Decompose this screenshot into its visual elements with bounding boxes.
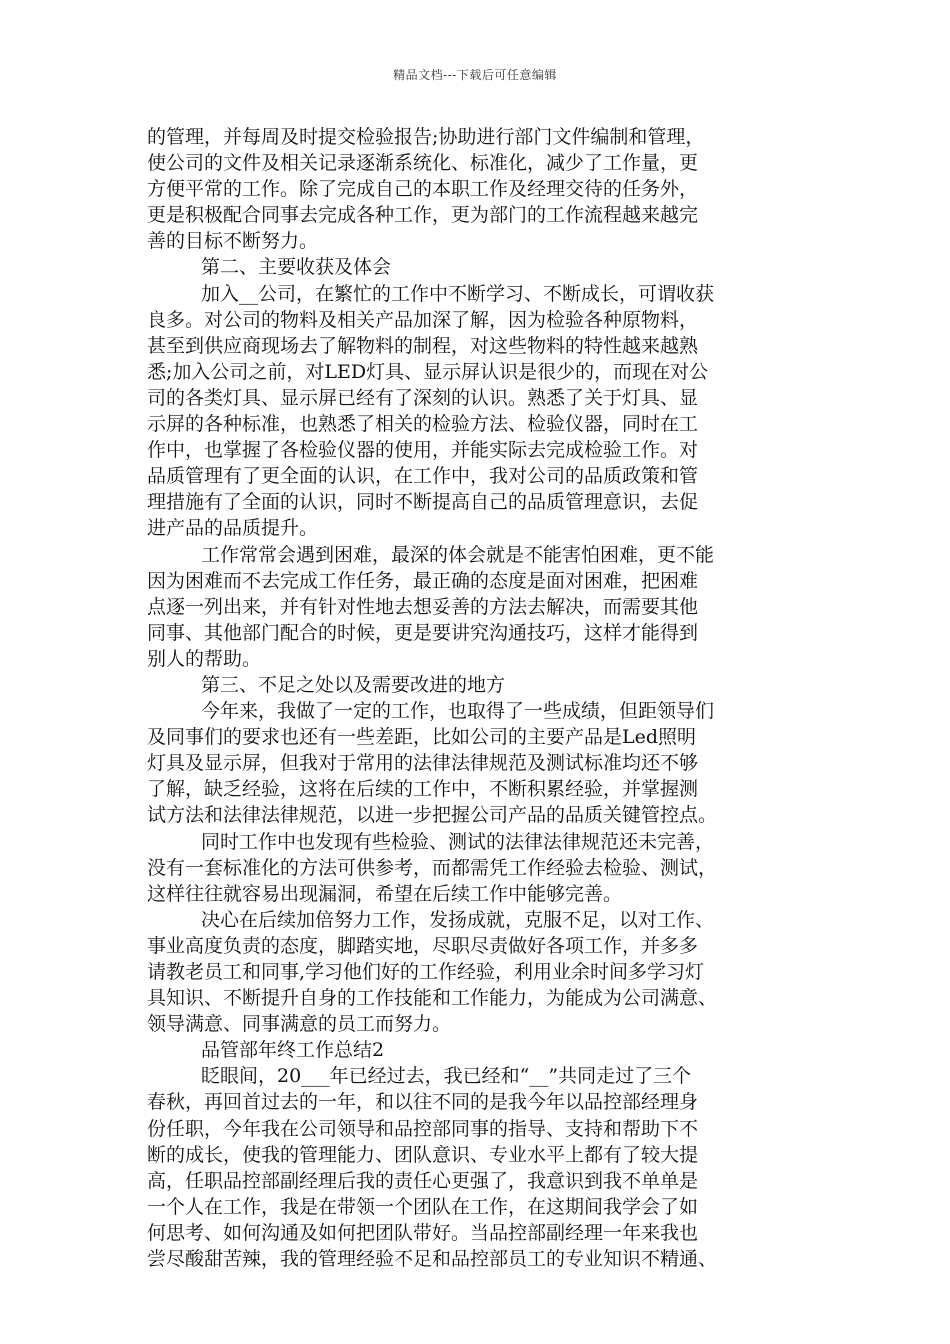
text-line: 悉;加入公司之前，对LED灯具、显示屏认识是很少的，而现在对公 <box>147 360 709 383</box>
text-line: 事业高度负责的态度，脚踏实地，尽职尽责做好各项工作，并多多 <box>147 934 699 957</box>
document-body <box>147 124 823 1272</box>
text-line: 具知识、不断提升自身的工作技能和工作能力，为能成为公司满意、 <box>147 987 718 1010</box>
text-line: 领导满意、同事满意的员工而努力。 <box>147 1013 452 1036</box>
text-line: 更是积极配合同事去完成各种工作，更为部门的工作流程越来越完 <box>147 204 699 227</box>
text-line: 试方法和法律法律规范，以进一步把握公司产品的品质关键管控点。 <box>147 804 718 827</box>
text-line: 灯具及显示屏，但我对于常用的法律法律规范及测试标准均还不够 <box>147 752 699 775</box>
text-line: 示屏的各种标准，也熟悉了相关的检验方法、检验仪器，同时在工 <box>147 413 699 436</box>
text-line: 进产品的品质提升。 <box>147 517 319 540</box>
text-line: 的管理，并每周及时提交检验报告;协助进行部门文件编制和管理， <box>147 126 705 148</box>
text-line: 方便平常的工作。除了完成自己的本职工作及经理交待的任务外， <box>147 178 699 201</box>
paragraph-start: 眨眼间，20___年已经过去，我已经和“__”共同走过了三个 <box>201 1065 692 1088</box>
paragraph-start: 决心在后续加倍努力工作，发扬成就，克服不足，以对工作、 <box>201 908 715 931</box>
text-line: 使公司的文件及相关记录逐渐系统化、标准化，减少了工作量，更 <box>147 152 699 175</box>
page-header: 精品文档---下载后可任意编辑 <box>393 68 557 82</box>
text-line: 司的各类灯具、显示屏已经有了深刻的认识。熟悉了关于灯具、显 <box>147 386 699 409</box>
text-line: 及同事们的要求也还有一些差距，比如公司的主要产品是Led照明 <box>147 726 697 749</box>
text-line: 这样往往就容易出现漏洞，希望在后续工作中能够完善。 <box>147 882 623 905</box>
text-line: 了解，缺乏经验，这将在后续的工作中，不断积累经验，并掌握测 <box>147 778 699 801</box>
text-line: 别人的帮助。 <box>147 647 262 670</box>
paragraph-start: 同时工作中也发现有些检验、测试的法律法律规范还未完善， <box>201 830 715 853</box>
text-line: 请教老员工和同事,学习他们好的工作经验，利用业余时间多学习灯 <box>147 961 705 983</box>
section-heading: 第三、不足之处以及需要改进的地方 <box>201 673 506 696</box>
text-line: 理措施有了全面的认识，同时不断提高自己的品质管理意识，去促 <box>147 491 699 514</box>
text-line: 何思考、如何沟通及如何把团队带好。当品控部副经理一年来我也 <box>147 1221 699 1244</box>
text-line: 同事、其他部门配合的时候，更是要讲究沟通技巧，这样才能得到 <box>147 621 699 644</box>
text-line: 良多。对公司的物料及相关产品加深了解，因为检验各种原物料， <box>147 308 699 331</box>
section-heading: 品管部年终工作总结2 <box>201 1039 385 1062</box>
text-line: 尝尽酸甜苦辣，我的管理经验不足和品控部员工的专业知识不精通、 <box>147 1248 718 1271</box>
paragraph-start: 加入__公司，在繁忙的工作中不断学习、不断成长，可谓收获 <box>201 282 715 305</box>
text-line: 断的成长，使我的管理能力、团队意识、专业水平上都有了较大提 <box>147 1143 699 1166</box>
text-line: 份任职，今年我在公司领导和品控部同事的指导、支持和帮助下不 <box>147 1117 699 1140</box>
section-heading: 第二、主要收获及体会 <box>201 256 392 279</box>
text-line: 没有一套标准化的方法可供参考，而都需凭工作经验去检验、测试， <box>147 856 718 879</box>
paragraph-start: 工作常常会遇到困难，最深的体会就是不能害怕困难，更不能 <box>201 543 715 566</box>
text-line: 高，任职品控部副经理后我的责任心更强了，我意识到我不单单是 <box>147 1169 699 1192</box>
text-line: 善的目标不断努力。 <box>147 230 319 253</box>
text-line: 因为困难而不去完成工作任务，最正确的态度是面对困难，把困难 <box>147 569 699 592</box>
text-line: 春秋，再回首过去的一年，和以往不同的是我今年以品控部经理身 <box>147 1091 699 1114</box>
paragraph-start: 今年来，我做了一定的工作，也取得了一些成绩，但距领导们 <box>201 700 715 723</box>
text-line: 一个人在工作，我是在带领一个团队在工作，在这期间我学会了如 <box>147 1195 699 1218</box>
text-line: 甚至到供应商现场去了解物料的制程，对这些物料的特性越来越熟 <box>147 334 699 357</box>
text-line: 品质管理有了更全面的认识，在工作中，我对公司的品质政策和管 <box>147 465 699 488</box>
text-line: 作中，也掌握了各检验仪器的使用，并能实际去完成检验工作。对 <box>147 439 699 462</box>
text-line: 点逐一列出来，并有针对性地去想妥善的方法去解决，而需要其他 <box>147 595 699 618</box>
